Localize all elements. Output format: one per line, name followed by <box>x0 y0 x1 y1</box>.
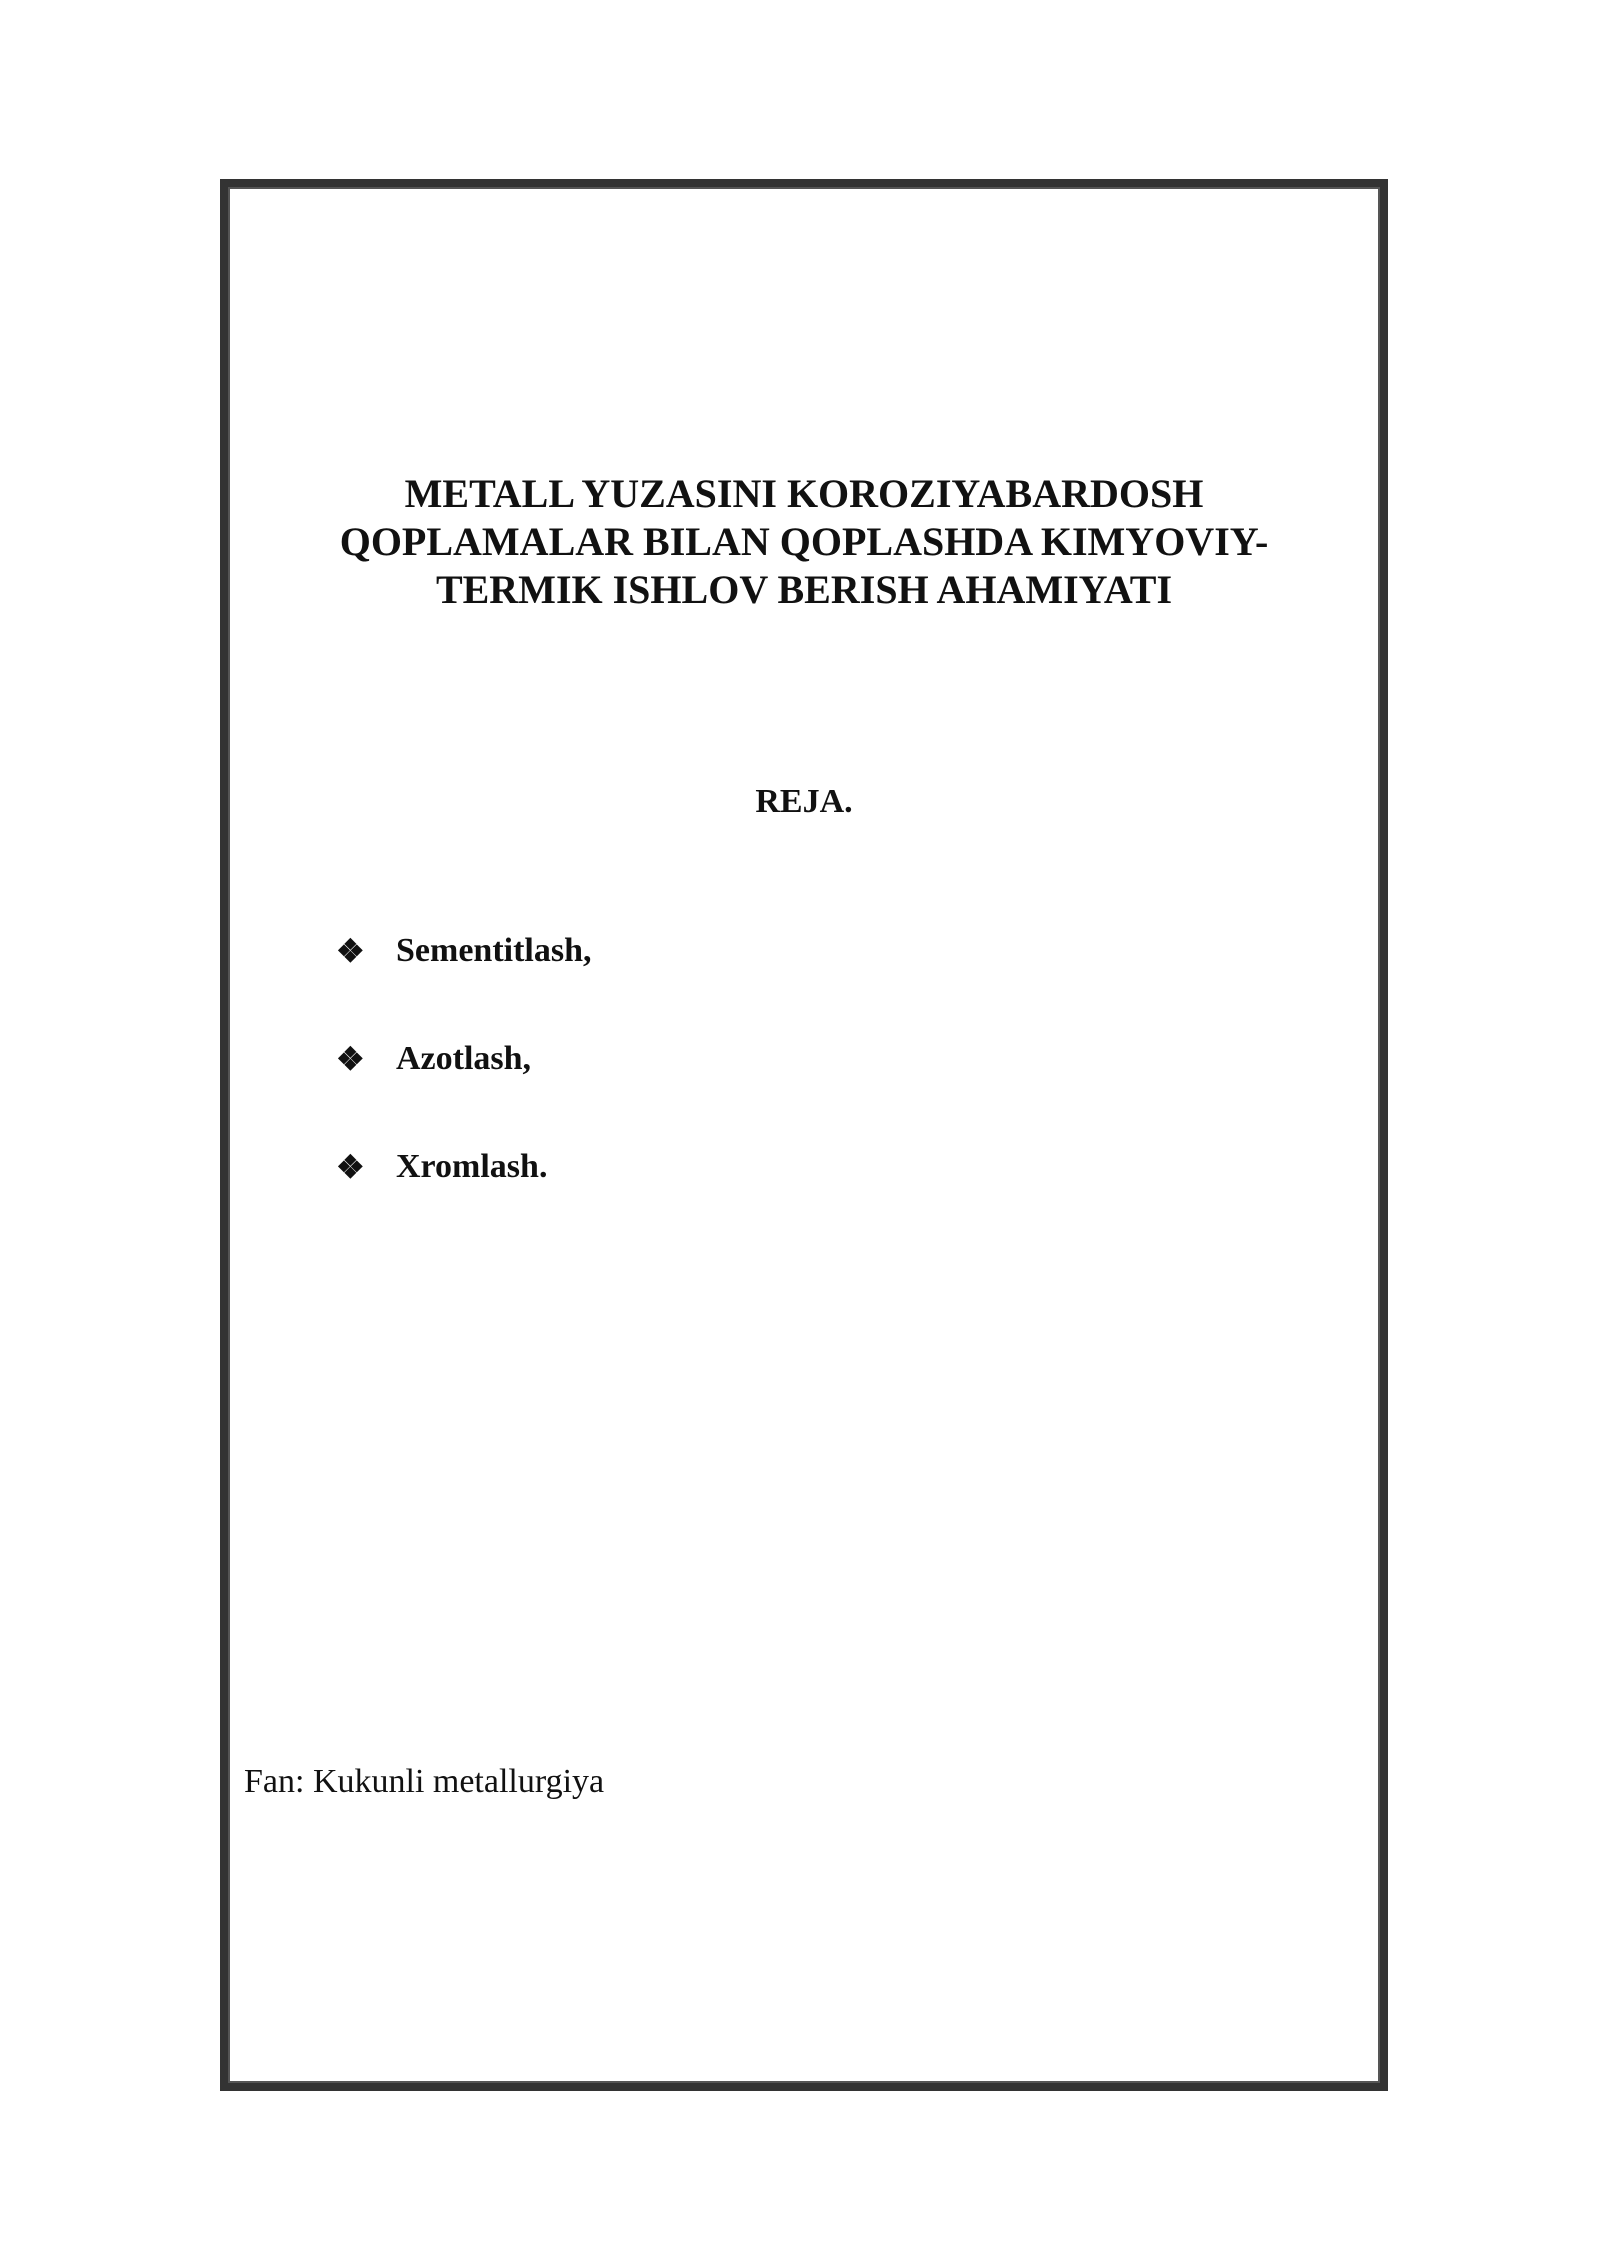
plan-item <box>336 1147 592 1255</box>
document-title <box>240 470 1368 614</box>
plan-item-label: Xromlash. <box>396 1148 548 1185</box>
plan-item <box>336 931 592 1039</box>
plan-heading: REJA. <box>755 783 853 820</box>
title-line-2: QOPLAMALAR BILAN QOPLASHDA KIMYOVIY- <box>339 519 1269 564</box>
plan-item-label: Azotlash, <box>396 1040 532 1077</box>
plan-item-label: Sementitlash, <box>396 932 592 969</box>
title-line-1: METALL YUZASINI KOROZIYABARDOSH <box>404 471 1204 516</box>
four-diamond-bullet-icon: ❖ <box>336 1041 365 1077</box>
title-line-3: TERMIK ISHLOV BERISH AHAMIYATI <box>435 567 1173 612</box>
plan-list <box>336 931 592 1255</box>
plan-item <box>336 1039 592 1147</box>
four-diamond-bullet-icon: ❖ <box>336 933 365 969</box>
four-diamond-bullet-icon: ❖ <box>336 1149 365 1185</box>
subject-line: Fan: Kukunli metallurgiya <box>244 1763 605 1800</box>
